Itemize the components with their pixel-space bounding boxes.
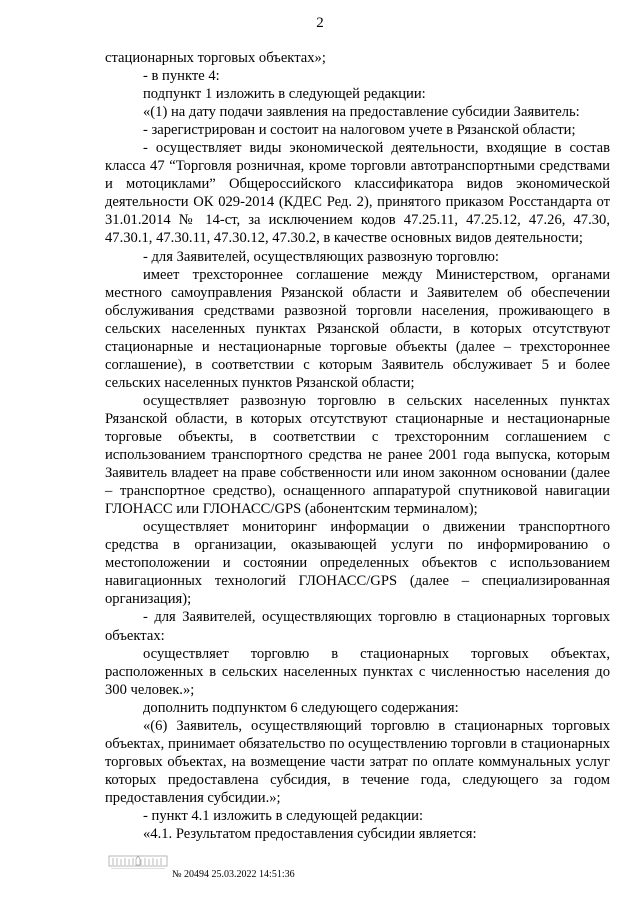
footer <box>104 853 344 893</box>
paragraph: подпункт 1 изложить в следующей редакции: <box>143 86 426 103</box>
registration-stamp: № 20494 25.03.2022 14:51:36 <box>172 869 295 880</box>
document-body <box>105 49 610 843</box>
paragraph: осуществляет развозную торговлю в сельских населенных пунктах Рязанской области, в которых отсутствуют стационарные и нестационарные торговые объекты, в соответствии с трехсторонним соглашением с использованием транспортного средства не ранее 2001 года выпуска, которым Заявитель владеет на праве собственности или ином законном основании (далее – транспортное средство), оснащенного аппаратурой спутниковой навигации ГЛОНАСС или ГЛОНАСС/GPS (абонентским терминалом); <box>105 392 610 518</box>
paragraph: - для Заявителей, осуществляющих развозную торговлю: <box>143 248 499 265</box>
paragraph: осуществляет торговлю в стационарных торговых объектах, расположенных в сельских населенных пунктах с численностью населения до 300 человек.»; <box>105 645 610 698</box>
paragraph: «(1) на дату подачи заявления на предоставление субсидии Заявитель: <box>143 104 580 121</box>
paragraph: - осуществляет виды экономической деятельности, входящие в состав класса 47 “Торговля розничная, кроме торговли автотранспортными средствами и мотоциклами” Общероссийского классификатора видов экономической деятельности ОК 029-2014 (КДЕС Ред. 2), принятого приказом Росстандарта от 31.01.2014 № 14-ст, за исключением кодов 47.25.11, 47.25.12, 47.26, 47.30, 47.30.1, 47.30.11, 47.30.12, 47.30.2, в качестве основных видов деятельности; <box>105 140 610 247</box>
paragraph: дополнить подпунктом 6 следующего содержания: <box>143 699 459 716</box>
paragraph: - зарегистрирован и состоит на налоговом учете в Рязанской области; <box>143 122 576 139</box>
paragraph: «(6) Заявитель, осуществляющий торговлю в стационарных торговых объектах, принимает обязательство по осуществлению торговли в стационарных торговых объектах, на возмещение части затрат по оплате коммунальных услуг которых предоставлена субсидия, в течение года, следующего за годом предоставления субсидии.»; <box>105 717 610 806</box>
paragraph: имеет трехстороннее соглашение между Министерством, органами местного самоуправления Рязанской области и Заявителем об обеспечении обслуживания средствами развозной торговли населения, проживающего в сельских населенных пунктах Рязанской области, в которых отсутствуют стационарные и нестационарные торговые объекты (далее – трехстороннее соглашение), в соответствии с которым Заявитель обслуживает 5 и более сельских населенных пунктов Рязанской области; <box>105 266 610 391</box>
paragraph: - пункт 4.1 изложить в следующей редакции: <box>143 807 424 824</box>
paragraph: стационарных торговых объектах»; <box>105 50 326 66</box>
paragraph: - для Заявителей, осуществляющих торговлю в стационарных торговых объектах: <box>105 609 610 644</box>
paragraph: - в пункте 4: <box>143 68 220 85</box>
page-number: 2 <box>316 15 324 31</box>
building-seal-icon <box>108 853 168 871</box>
paragraph: «4.1. Результатом предоставления субсидии является: <box>143 826 477 843</box>
paragraph: осуществляет мониторинг информации о движении транспортного средства в организации, оказывающей услуги по информированию о местоположении и состоянии определенных объектов с использованием навигационных технологий ГЛОНАСС/GPS (далее – специализированная организация); <box>105 519 610 608</box>
